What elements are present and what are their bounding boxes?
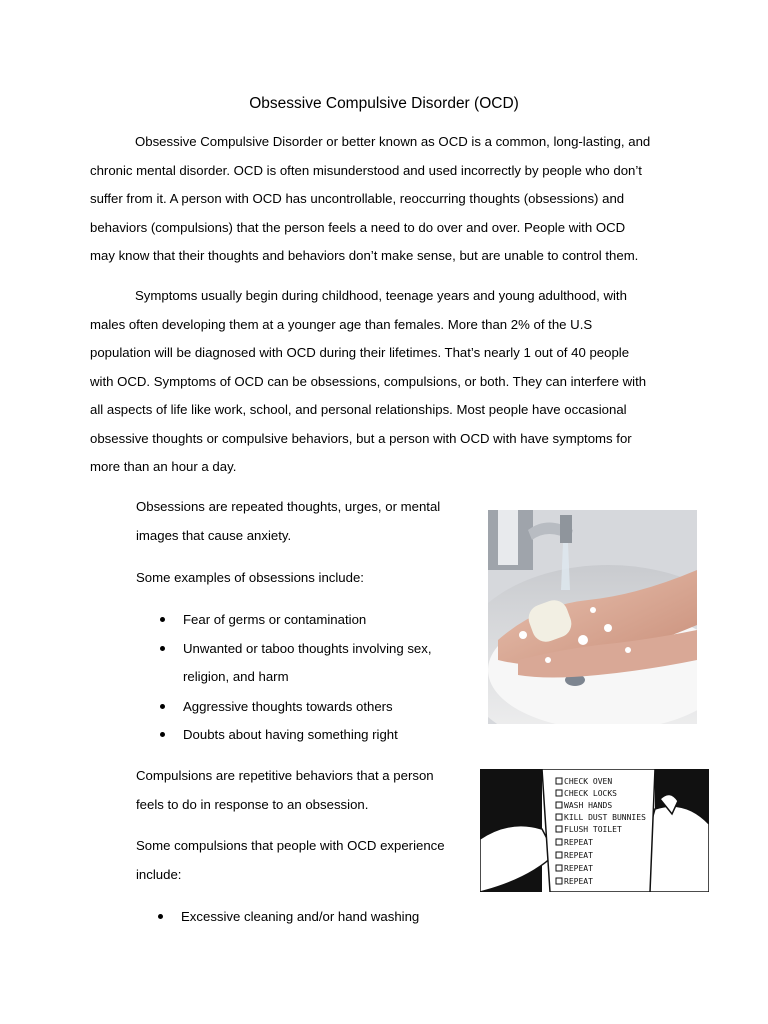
paragraph-line: may know that their thoughts and behaviors don’t make sense, but are unable to control them.	[90, 248, 639, 263]
checklist-item: REPEAT	[564, 851, 593, 860]
bullet-icon	[160, 704, 165, 709]
checklist-illustration	[480, 769, 709, 892]
paragraph-line: with OCD. Symptoms of OCD can be obsessions, compulsions, or both. They can interfere with	[90, 373, 647, 389]
list-item	[136, 635, 432, 692]
ocd-checklist-cartoon	[480, 769, 709, 892]
paragraph-line: include:	[136, 866, 182, 882]
compulsions-list	[134, 903, 419, 932]
paragraph-line: Compulsions are repetitive behaviors that a person	[136, 768, 434, 783]
paragraph-line: obsessive thoughts or compulsive behaviors, but a person with OCD with have symptoms for	[90, 430, 632, 446]
paragraph-line: Obsessive Compulsive Disorder or better known as OCD is a common, long-lasting, and	[135, 134, 651, 149]
list-item-text: Fear of germs or contamination	[183, 612, 367, 627]
list-item	[134, 903, 419, 932]
hand-washing-illustration	[488, 510, 697, 724]
paragraph-line: behaviors (compulsions) that the person feels a need to do over and over. People with OCD	[90, 219, 626, 235]
list-item	[136, 606, 432, 635]
hand-washing-photo	[488, 510, 697, 724]
paragraph-line: population will be diagnosed with OCD during their lifetimes. That’s nearly 1 out of 40 people	[90, 345, 630, 360]
obsessions-list	[136, 606, 432, 750]
list-item	[136, 693, 432, 722]
list-item-text: religion, and harm	[183, 669, 289, 684]
paragraph-line: more than an hour a day.	[90, 459, 237, 474]
list-item-text: Excessive cleaning and/or hand washing	[181, 909, 420, 924]
compulsions-examples-heading	[136, 832, 445, 889]
bullet-icon	[160, 617, 165, 622]
checklist-item: REPEAT	[564, 864, 593, 873]
paragraph-line: Some examples of obsessions include:	[136, 570, 364, 585]
list-item-text: Aggressive thoughts towards others	[183, 698, 393, 714]
obsessions-examples-heading	[136, 564, 364, 593]
intro-paragraph	[90, 128, 690, 271]
paragraph-line: Obsessions are repeated thoughts, urges, or mental	[136, 499, 441, 514]
bullet-icon	[158, 914, 163, 919]
paragraph-line: suffer from it. A person with OCD has uncontrollable, reoccurring thoughts (obsessions) and	[90, 191, 625, 206]
checklist-item: REPEAT	[564, 877, 593, 886]
page-title: Obsessive Compulsive Disorder (OCD)	[249, 95, 519, 112]
compulsions-definition	[136, 762, 434, 819]
list-item	[136, 721, 432, 750]
checklist-item: CHECK LOCKS	[564, 789, 617, 798]
checklist-item: FLUSH TOILET	[564, 825, 622, 834]
checklist-item: WASH HANDS	[564, 801, 613, 810]
checklist-item: KILL DUST BUNNIES	[564, 813, 646, 822]
paragraph-line: all aspects of life like work, school, and personal relationships. Most people have occasional	[90, 402, 627, 417]
list-item-text: Doubts about having something right	[183, 727, 398, 742]
paragraph-line: Symptoms usually begin during childhood, teenage years and young adulthood, with	[135, 288, 627, 303]
bullet-icon	[160, 732, 165, 737]
paragraph-line: feels to do in response to an obsession.	[136, 796, 369, 812]
checklist-item: CHECK OVEN	[564, 777, 613, 786]
symptoms-paragraph	[90, 282, 690, 482]
paragraph-line: chronic mental disorder. OCD is often misunderstood and used incorrectly by people who don’t	[90, 162, 642, 178]
obsessions-definition	[136, 493, 440, 550]
list-item-text: Unwanted or taboo thoughts involving sex,	[183, 640, 432, 656]
paragraph-line: images that cause anxiety.	[136, 527, 292, 543]
bullet-icon	[160, 646, 165, 651]
paragraph-line: Some compulsions that people with OCD experience	[136, 838, 445, 853]
checklist-item: REPEAT	[564, 838, 593, 847]
paragraph-line: males often developing them at a younger age than females. More than 2% of the U.S	[90, 316, 593, 332]
